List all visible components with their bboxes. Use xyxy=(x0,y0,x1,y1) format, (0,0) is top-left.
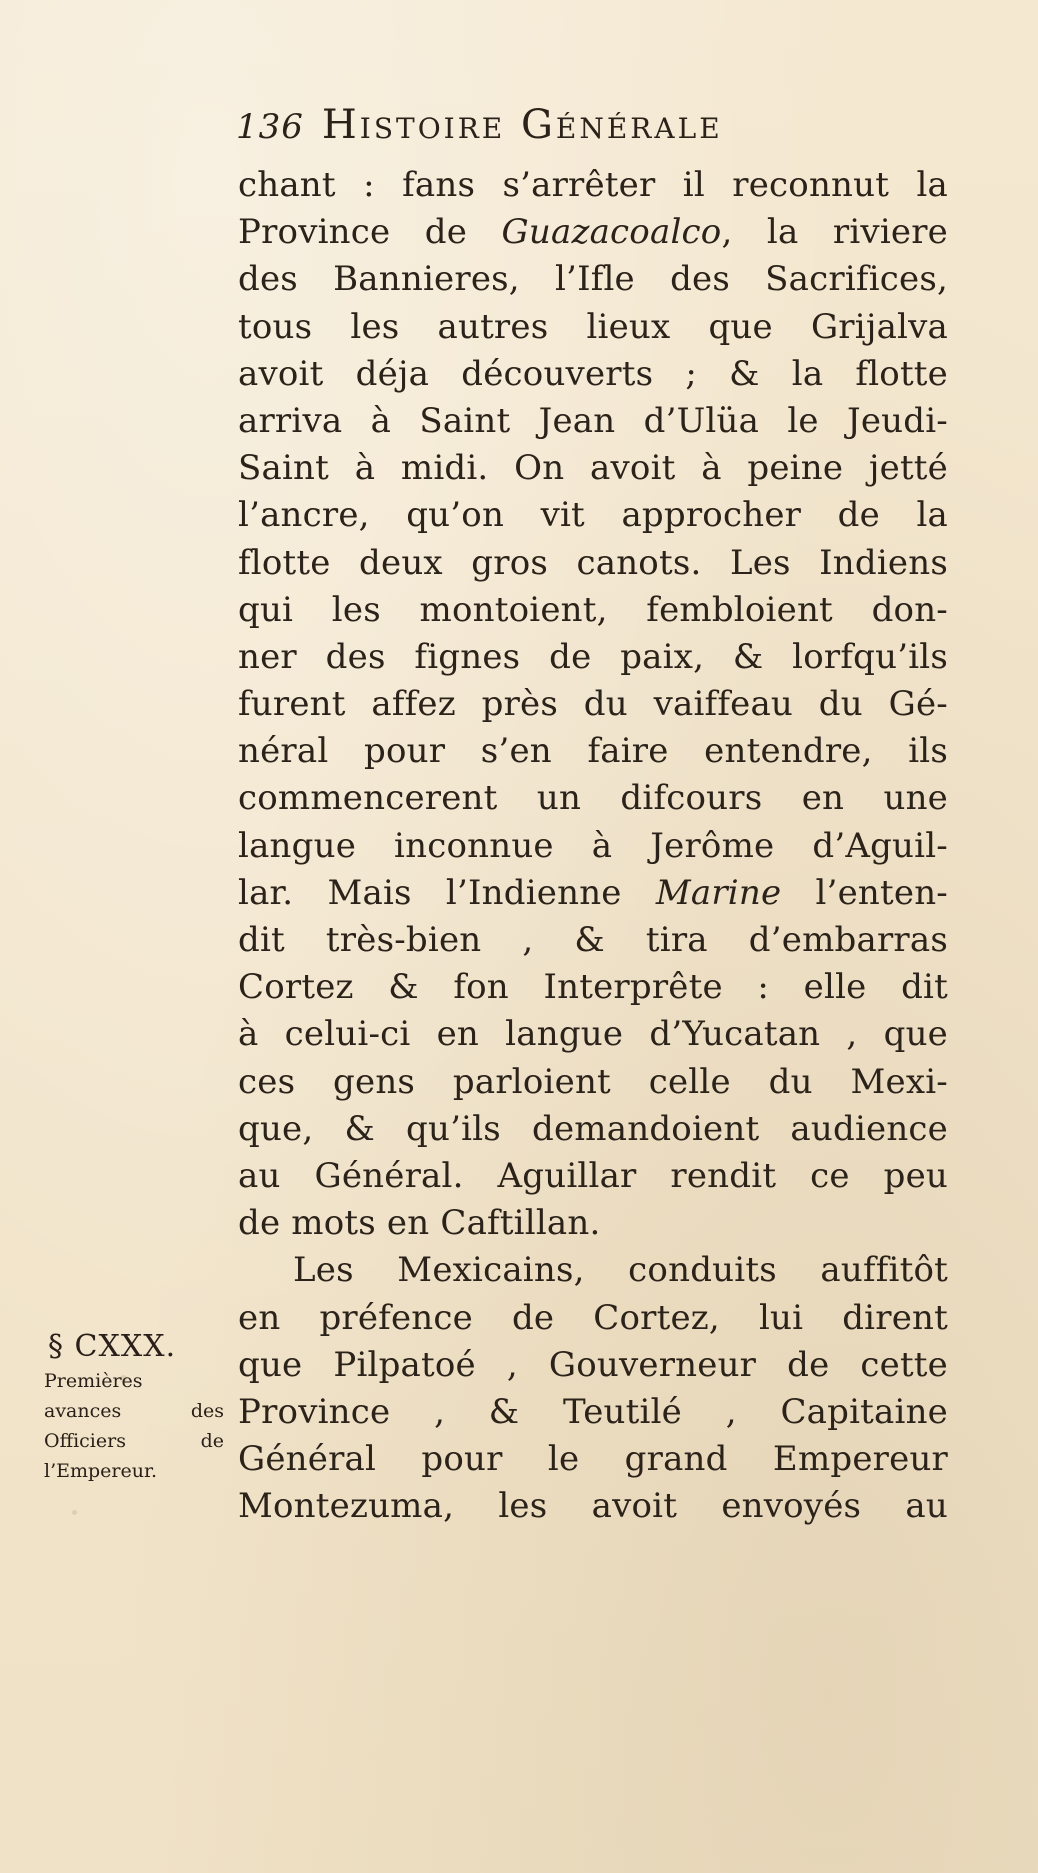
punctuation: , xyxy=(721,212,767,253)
body-text xyxy=(238,162,948,1530)
text-line: Général pour le grand Empereur xyxy=(238,1439,948,1480)
text-line: avoit déja découverts ; & la flotte xyxy=(238,353,948,394)
text-line: Province , & Teutilé , Capitaine xyxy=(238,1391,948,1432)
page-number: 136 xyxy=(236,107,304,147)
margin-note xyxy=(44,1330,229,1486)
text-fragment: lar. Mais l’Indienne xyxy=(238,872,622,913)
section-number: § CXXX. xyxy=(48,1329,177,1364)
text-line xyxy=(238,870,948,917)
text-line: Les Mexicains, conduits auffitôt xyxy=(293,1250,948,1291)
text-line: que, & qu’ils demandoient audience xyxy=(238,1108,948,1149)
margin-note-line: l’Empereur. xyxy=(44,1460,158,1482)
page-header xyxy=(236,102,936,162)
text-line: tous les autres lieux que Grijalva xyxy=(238,306,948,347)
text-fragment: la riviere xyxy=(766,212,949,253)
text-line: Saint à midi. On avoit à peine jetté xyxy=(238,448,948,489)
text-line: qui les montoient, fembloient don- xyxy=(238,589,948,630)
text-line: l’ancre, qu’on vit approcher de la xyxy=(238,495,948,536)
text-line: ces gens parloient celle du Mexi- xyxy=(238,1061,948,1102)
margin-note-line: avances des xyxy=(44,1400,224,1422)
text-line: arriva à Saint Jean d’Ulüa le Jeudi- xyxy=(238,400,948,441)
text-line: Montezuma, les avoit envoyés au xyxy=(238,1486,948,1527)
text-line: langue inconnue à Jerôme d’Aguil- xyxy=(238,825,948,866)
text-line: à celui-ci en langue d’Yucatan , que xyxy=(238,1014,948,1055)
text-line: commencerent un difcours en une xyxy=(238,778,948,819)
text-line: chant : fans s’arrêter il reconnut la xyxy=(238,165,948,205)
text-line xyxy=(238,209,948,256)
running-head: Histoire Générale xyxy=(321,102,723,148)
text-line: de mots en Caftillan. xyxy=(238,1203,601,1244)
text-line: en préfence de Cortez, lui dirent xyxy=(238,1297,948,1338)
margin-note-line: Officiers de xyxy=(44,1430,224,1452)
text-line: dit très-bien , & tira d’embarras xyxy=(238,920,948,960)
text-line: Cortez & fon Interprête : elle dit xyxy=(238,967,948,1008)
text-line: flotte deux gros canots. Les Indiens xyxy=(238,542,948,583)
margin-note-line: Premières xyxy=(44,1370,143,1392)
paper-spot xyxy=(72,1510,77,1515)
text-line: furent affez près du vaiffeau du Gé- xyxy=(238,684,948,725)
text-line: au Général. Aguillar rendit ce peu xyxy=(238,1155,948,1196)
text-fragment: Province de xyxy=(238,212,468,253)
text-line: des Bannieres, l’Ifle des Sacrifices, xyxy=(238,259,948,300)
italic-person-name: Marine xyxy=(655,872,782,913)
text-line: que Pilpatoé , Gouverneur de cette xyxy=(238,1344,948,1385)
text-fragment: l’enten- xyxy=(815,872,948,913)
text-line: ner des fignes de paix, & lorfqu’ils xyxy=(238,636,948,677)
text-line: néral pour s’en faire entendre, ils xyxy=(238,731,948,772)
italic-place-name: Guazacoalco xyxy=(501,212,722,253)
